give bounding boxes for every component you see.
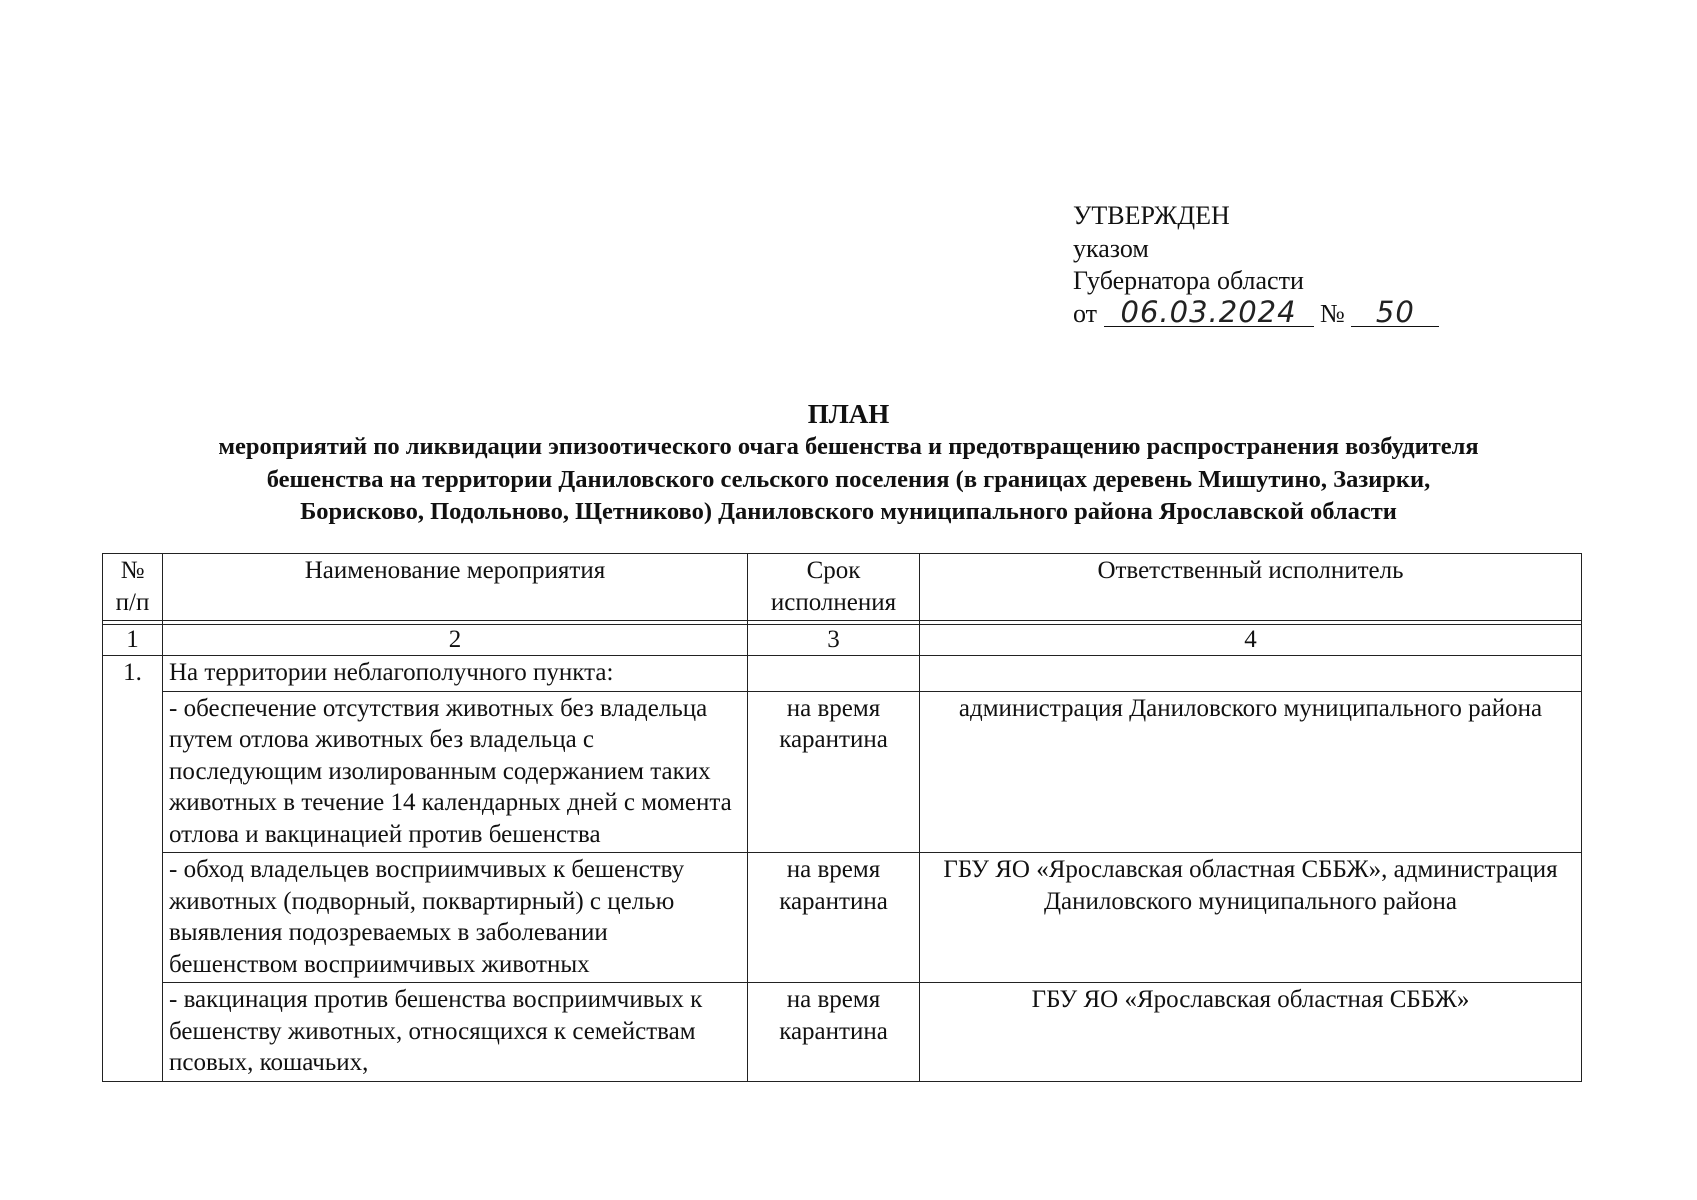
plan-subtitle-line-1: мероприятий по ликвидации эпизоотического очага бешенства и предотвращению распространения возбудителя (218, 433, 1479, 460)
activity-cell: На территории неблагополучного пункта: (163, 656, 748, 692)
header-row (103, 554, 1582, 621)
row-number: 1. (103, 656, 163, 1082)
plan-table (102, 553, 1582, 1082)
header-number: № п/п (103, 554, 163, 621)
deadline-cell: на время карантина (748, 853, 920, 983)
plan-heading: ПЛАН (807, 399, 890, 429)
date-prefix: от (1073, 298, 1098, 328)
column-number: 2 (163, 625, 748, 656)
deadline-cell (748, 656, 920, 692)
number-prefix: № (1320, 298, 1345, 328)
decree-date: 06.03.2024 (1104, 298, 1314, 327)
plan-subtitle-line-3: Борисково, Подольново, Щетниково) Даниловского муниципального района Ярославской области (300, 498, 1397, 525)
header-executor: Ответственный исполнитель (920, 554, 1582, 621)
executor-cell: ГБУ ЯО «Ярославская областная СББЖ» (920, 983, 1582, 1082)
decree-label: указом (1073, 233, 1149, 263)
table-row (103, 691, 1582, 853)
column-number: 4 (920, 625, 1582, 656)
document-title (60, 397, 1637, 529)
header-activity: Наименование мероприятия (163, 554, 748, 621)
table-row (103, 983, 1582, 1082)
decree-date-line (1073, 294, 1439, 331)
table-row (103, 853, 1582, 983)
header-deadline: Срок исполнения (748, 554, 920, 621)
executor-cell: администрация Даниловского муниципального района (920, 691, 1582, 853)
approved-label: УТВЕРЖДЕН (1073, 201, 1230, 230)
approval-stamp (1073, 200, 1439, 330)
governor-label: Губернатора области (1073, 266, 1304, 295)
activity-cell: - обеспечение отсутствия животных без владельца путем отлова животных без владельца с последующим изолированным содержанием таких животных в течение 14 календарных дней с момента отлова и вакцинацией против бешенства (163, 691, 748, 853)
executor-cell (920, 656, 1582, 692)
column-number: 3 (748, 625, 920, 656)
activity-cell: - вакцинация против бешенства восприимчивых к бешенству животных, относящихся к семействам псовых, кошачьих, (163, 983, 748, 1082)
deadline-cell: на время карантина (748, 691, 920, 853)
table-row (103, 656, 1582, 692)
column-number-row (103, 625, 1582, 656)
decree-number: 50 (1351, 298, 1439, 327)
plan-subtitle-line-2: бешенства на территории Даниловского сельского поселения (в границах деревень Мишутино, Зазирки, (266, 465, 1431, 493)
column-number: 1 (103, 625, 163, 656)
activity-cell: - обход владельцев восприимчивых к бешенству животных (подворный, поквартирный) с целью выявления подозреваемых в заболевании бешенством восприимчивых животных (163, 853, 748, 983)
executor-cell: ГБУ ЯО «Ярославская областная СББЖ», администрация Даниловского муниципального района (920, 853, 1582, 983)
deadline-cell: на время карантина (748, 983, 920, 1082)
